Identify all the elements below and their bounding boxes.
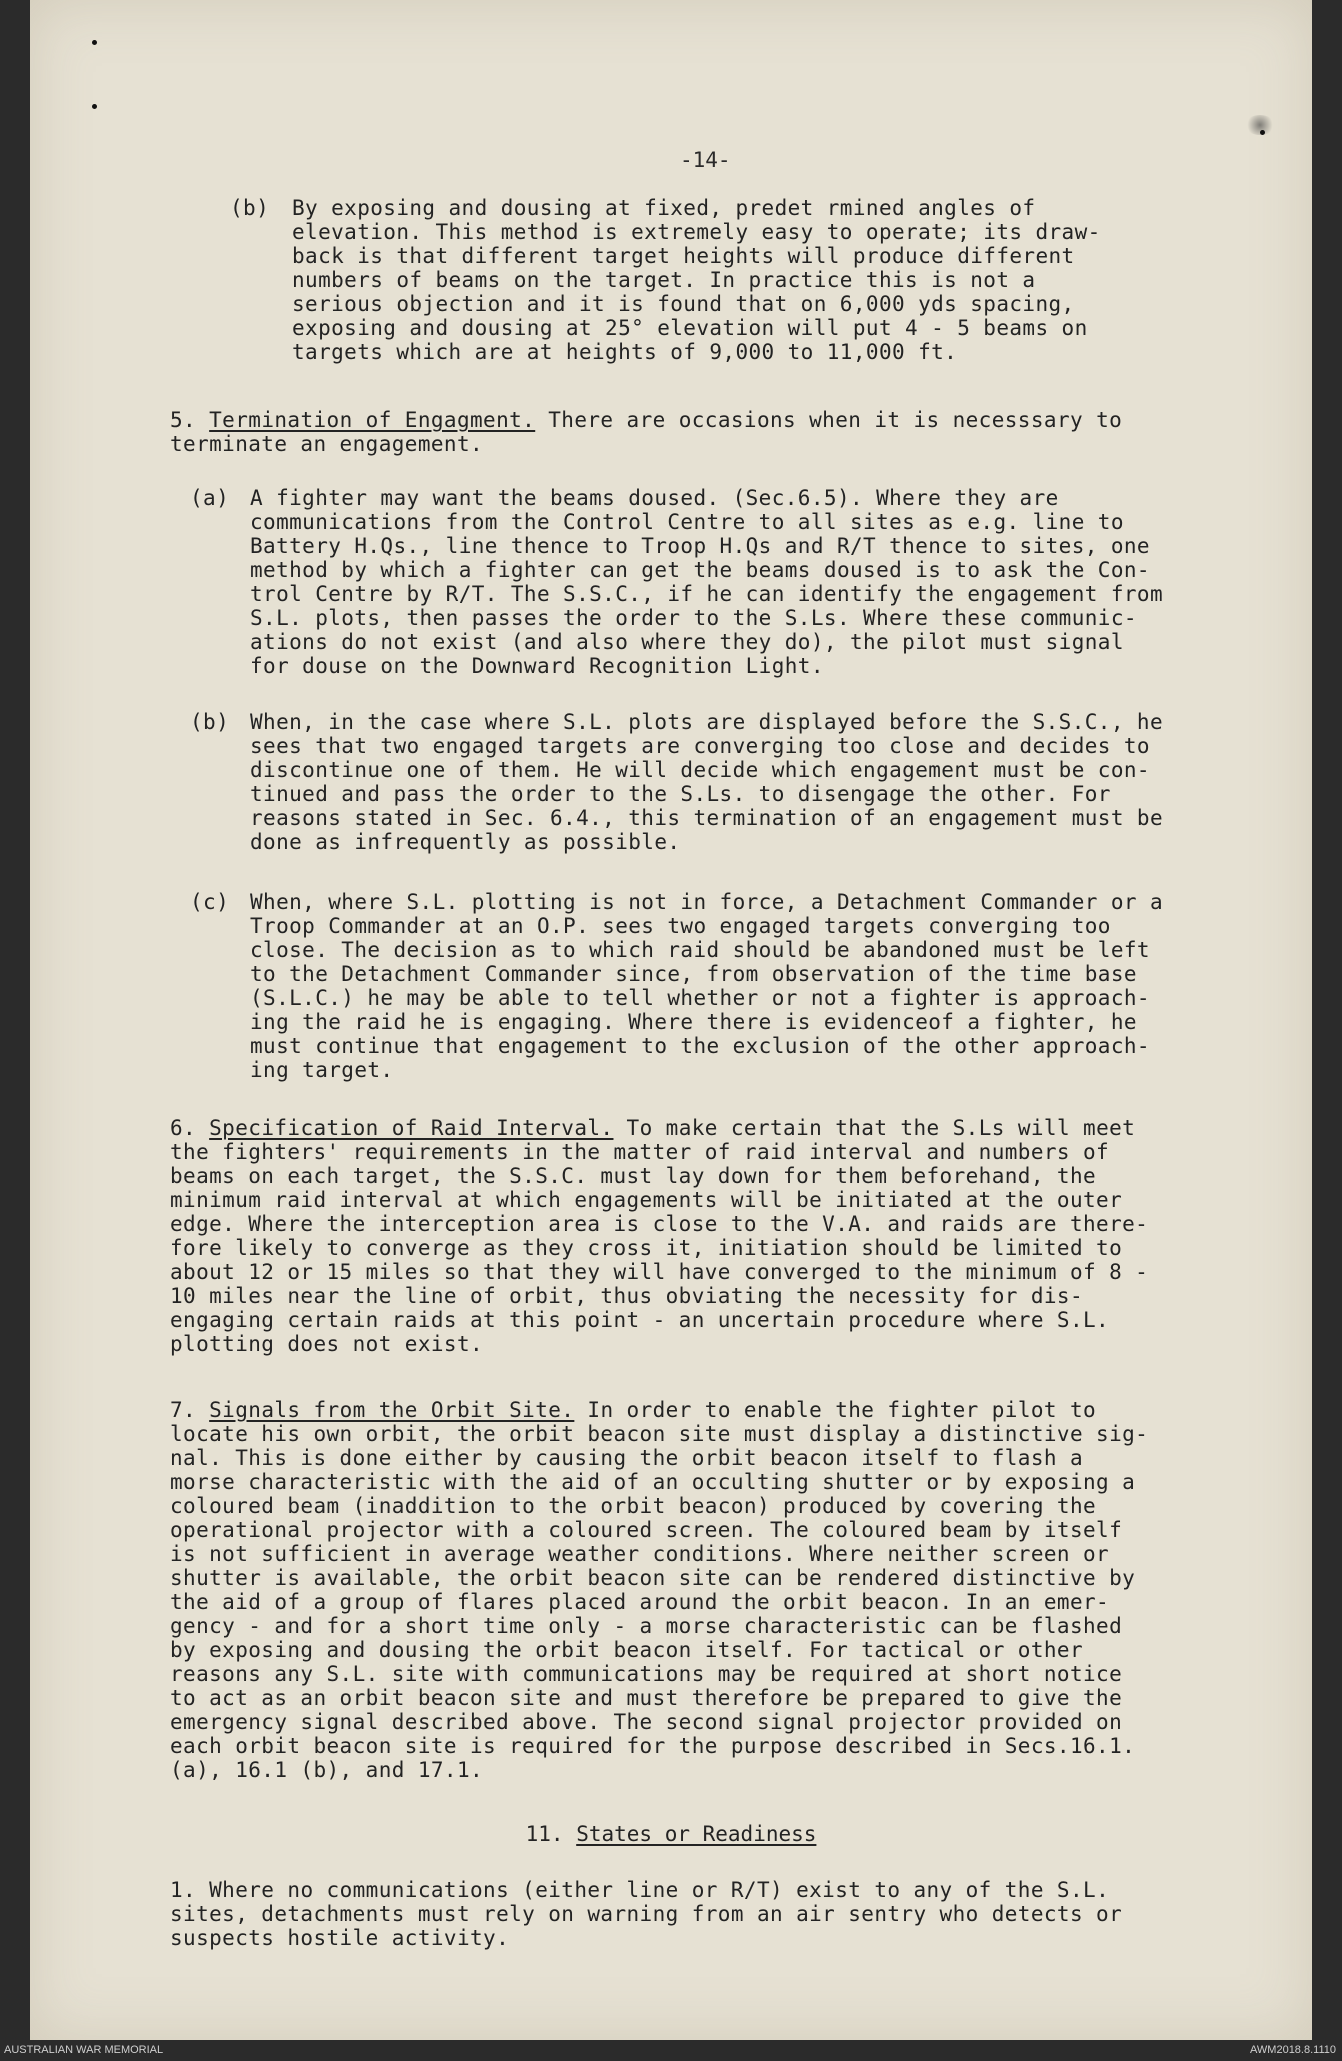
text-line: trol Centre by R/T. The S.S.C., if he can identify the engagement from xyxy=(250,582,1164,606)
text-line: A fighter may want the beams doused. (Sec.6.5). Where they are xyxy=(250,486,1059,510)
text-line: operational projector with a coloured screen. The coloured beam by itself xyxy=(170,1518,1123,1542)
footer-id: AWM2018.8.1110 xyxy=(1249,2044,1336,2056)
text-line: elevation. This method is extremely easy to operate; its draw- xyxy=(292,220,1101,244)
text-line: sees that two engaged targets are converging too close and decides to xyxy=(250,734,1150,758)
punch-mark xyxy=(1260,130,1265,135)
item-c-text xyxy=(250,890,1163,1082)
text-line: morse characteristic with the aid of an occulting shutter or by exposing a xyxy=(170,1470,1136,1494)
section-5 xyxy=(170,408,1122,456)
section-text: Where no communications (either line or R/T) exist to any of the S.L. xyxy=(196,1878,1110,1902)
text-line: close. The decision as to which raid should be abandoned must be left xyxy=(250,938,1150,962)
text-line: by exposing and dousing the orbit beacon itself. For tactical or other xyxy=(170,1638,1084,1662)
text-line: about 12 or 15 miles so that they will have converged to the minimum of 8 - xyxy=(170,1260,1149,1284)
section-number: 6. xyxy=(170,1116,197,1140)
section-text: terminate an engagement. xyxy=(170,432,484,456)
item-b-text xyxy=(250,710,1163,854)
text-line: minimum raid interval at which engagements will be initiated at the outer xyxy=(170,1188,1123,1212)
text-line: (S.L.C.) he may be able to tell whether or not a fighter is approach- xyxy=(250,986,1150,1010)
section-title: States or Readiness xyxy=(576,1822,817,1846)
text-line: for douse on the Downward Recognition Light. xyxy=(250,654,824,678)
text-line: emergency signal described above. The second signal projector provided on xyxy=(170,1710,1123,1734)
text-line: edge. Where the interception area is close to the V.A. and raids are there- xyxy=(170,1212,1149,1236)
item-a-label: (a) xyxy=(190,486,230,510)
text-line: gency - and for a short time only - a morse characteristic can be flashed xyxy=(170,1614,1123,1638)
text-line: S.L. plots, then passes the order to the S.Ls. Where these communic- xyxy=(250,606,1137,630)
text-line: ing target. xyxy=(250,1058,394,1082)
text-line: targets which are at heights of 9,000 to 11,000 ft. xyxy=(292,340,958,364)
section-text: To make certain that the S.Ls will meet xyxy=(613,1116,1136,1140)
section-11-heading xyxy=(30,1822,1312,1846)
text-line: Troop Commander at an O.P. sees two engaged targets converging too xyxy=(250,914,1111,938)
text-line: the aid of a group of flares placed around the orbit beacon. In an emer- xyxy=(170,1590,1110,1614)
text-line: tinued and pass the order to the S.Ls. to disengage the other. For xyxy=(250,782,1111,806)
document-page xyxy=(30,0,1312,2040)
item-c-label: (c) xyxy=(190,890,230,914)
text-line: coloured beam (inaddition to the orbit beacon) produced by covering the xyxy=(170,1494,1097,1518)
text-line: the fighters' requirements in the matter of raid interval and numbers of xyxy=(170,1140,1110,1164)
text-line: When, in the case where S.L. plots are displayed before the S.S.C., he xyxy=(250,710,1164,734)
paragraph-b-label: (b) xyxy=(230,196,270,220)
text-line: (a), 16.1 (b), and 17.1. xyxy=(170,1758,484,1782)
text-line: exposing and dousing at 25° elevation will put 4 - 5 beams on xyxy=(292,316,1088,340)
text-line: locate his own orbit, the orbit beacon site must display a distinctive sig- xyxy=(170,1422,1149,1446)
text-line: By exposing and dousing at fixed, predet rmined angles of xyxy=(292,196,1036,220)
section-number: 11. xyxy=(525,1822,564,1846)
text-line: method by which a fighter can get the beams doused is to ask the Con- xyxy=(250,558,1150,582)
text-line: shutter is available, the orbit beacon site can be rendered distinctive by xyxy=(170,1566,1136,1590)
section-11-paragraph-1 xyxy=(170,1878,1122,1950)
text-line: reasons any S.L. site with communications may be required at short notice xyxy=(170,1662,1123,1686)
section-7 xyxy=(170,1398,1148,1782)
text-line: discontinue one of them. He will decide which engagement must be con- xyxy=(250,758,1150,782)
text-line: Battery H.Qs., line thence to Troop H.Qs and R/T thence to sites, one xyxy=(250,534,1150,558)
item-b-label: (b) xyxy=(190,710,230,734)
section-number: 7. xyxy=(170,1398,197,1422)
page-number: -14- xyxy=(680,148,731,172)
text-line: sites, detachments must rely on warning from an air sentry who detects or xyxy=(170,1902,1123,1926)
text-line: nal. This is done either by causing the orbit beacon itself to flash a xyxy=(170,1446,1084,1470)
text-line: ing the raid he is engaging. Where there is evidenceof a fighter, he xyxy=(250,1010,1137,1034)
section-heading: Termination of Engagment. xyxy=(209,408,536,432)
text-line: fore likely to converge as they cross it, initiation should be limited to xyxy=(170,1236,1123,1260)
punch-mark xyxy=(92,104,97,109)
text-line: is not sufficient in average weather conditions. Where neither screen or xyxy=(170,1542,1110,1566)
text-line: reasons stated in Sec. 6.4., this termination of an engagement must be xyxy=(250,806,1164,830)
section-text: In order to enable the fighter pilot to xyxy=(574,1398,1097,1422)
text-line: each orbit beacon site is required for the purpose described in Secs.16.1. xyxy=(170,1734,1136,1758)
text-line: to the Detachment Commander since, from observation of the time base xyxy=(250,962,1137,986)
paragraph-b-text xyxy=(292,196,1101,364)
footer-bar xyxy=(0,2040,1342,2061)
text-line: numbers of beams on the target. In practice this is not a xyxy=(292,268,1036,292)
text-line: ations do not exist (and also where they do), the pilot must signal xyxy=(250,630,1124,654)
text-line: done as infrequently as possible. xyxy=(250,830,681,854)
text-line: communications from the Control Centre to all sites as e.g. line to xyxy=(250,510,1124,534)
text-line: beams on each target, the S.S.C. must lay down for them beforehand, the xyxy=(170,1164,1097,1188)
text-line: suspects hostile activity. xyxy=(170,1926,510,1950)
section-6 xyxy=(170,1116,1148,1356)
text-line: 10 miles near the line of orbit, thus obviating the necessity for dis- xyxy=(170,1284,1084,1308)
text-line: When, where S.L. plotting is not in force, a Detachment Commander or a xyxy=(250,890,1164,914)
section-heading: Signals from the Orbit Site. xyxy=(209,1398,575,1422)
section-number: 1. xyxy=(170,1878,197,1902)
text-line: plotting does not exist. xyxy=(170,1332,484,1356)
text-line: serious objection and it is found that on 6,000 yds spacing, xyxy=(292,292,1075,316)
section-heading: Specification of Raid Interval. xyxy=(209,1116,614,1140)
footer-source: AUSTRALIAN WAR MEMORIAL xyxy=(4,2044,164,2056)
text-line: must continue that engagement to the exclusion of the other approach- xyxy=(250,1034,1150,1058)
text-line: engaging certain raids at this point - an uncertain procedure where S.L. xyxy=(170,1308,1110,1332)
section-number: 5. xyxy=(170,408,197,432)
text-line: to act as an orbit beacon site and must therefore be prepared to give the xyxy=(170,1686,1123,1710)
section-text: There are occasions when it is necesssary to xyxy=(535,408,1123,432)
punch-mark xyxy=(92,40,97,45)
item-a-text xyxy=(250,486,1163,678)
text-line: back is that different target heights will produce different xyxy=(292,244,1075,268)
